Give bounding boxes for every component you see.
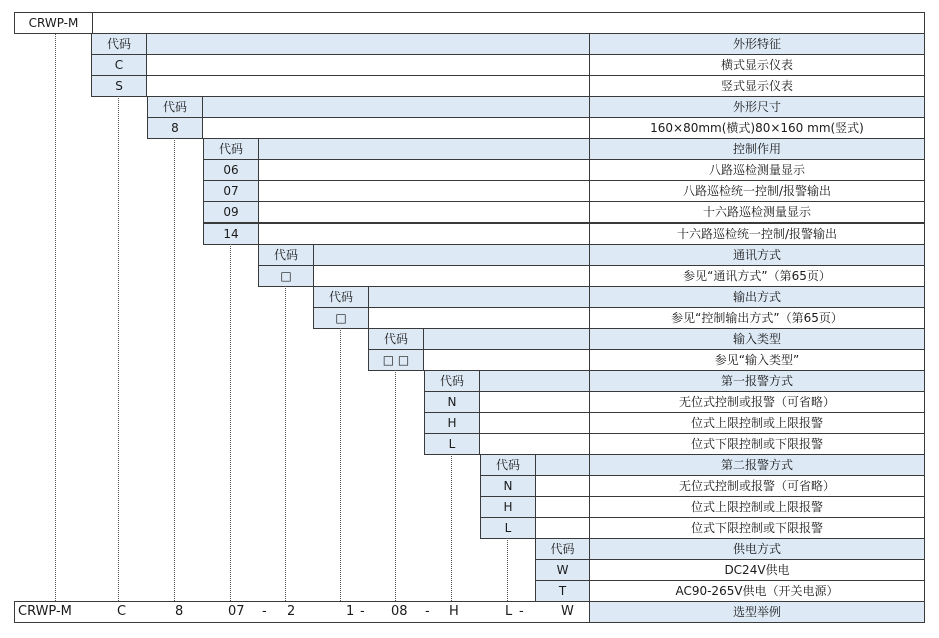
option-description: 十六路巡检测量显示 bbox=[589, 201, 925, 223]
option-description: 十六路巡检统一控制/报警输出 bbox=[589, 223, 925, 245]
option-description: 参见“输入类型” bbox=[589, 349, 925, 371]
code-header-label: 代码 bbox=[313, 286, 369, 308]
option-code: 06 bbox=[203, 159, 259, 181]
header-spacer bbox=[313, 244, 590, 266]
header-spacer bbox=[535, 454, 590, 476]
header-spacer bbox=[423, 328, 590, 350]
option-description: 位式下限控制或下限报警 bbox=[589, 433, 925, 455]
guide-line bbox=[451, 454, 452, 601]
code-header-label: 代码 bbox=[480, 454, 536, 476]
guide-line bbox=[285, 286, 286, 602]
option-spacer bbox=[479, 433, 590, 455]
section-title: 外形特征 bbox=[589, 33, 925, 55]
guide-line bbox=[395, 370, 396, 602]
example-label: 选型举例 bbox=[589, 601, 925, 623]
option-code: 14 bbox=[203, 223, 259, 245]
code-header-label: 代码 bbox=[424, 370, 480, 392]
example-part: - bbox=[425, 604, 430, 620]
option-description: 参见“通讯方式”（第65页） bbox=[589, 265, 925, 287]
model-name: CRWP-M bbox=[14, 12, 93, 34]
option-description: 无位式控制或报警（可省略） bbox=[589, 475, 925, 497]
option-description: AC90-265V供电（开关电源） bbox=[589, 580, 925, 602]
option-code: 09 bbox=[203, 201, 259, 223]
example-part: L bbox=[505, 604, 513, 620]
option-description: 位式上限控制或上限报警 bbox=[589, 412, 925, 434]
code-header-label: 代码 bbox=[91, 33, 147, 55]
option-spacer bbox=[368, 307, 590, 329]
option-spacer bbox=[535, 496, 590, 518]
option-description: 横式显示仪表 bbox=[589, 54, 925, 76]
section-title: 控制作用 bbox=[589, 138, 925, 160]
option-spacer bbox=[479, 412, 590, 434]
option-description: 八路巡检测量显示 bbox=[589, 159, 925, 181]
code-header-label: 代码 bbox=[147, 96, 203, 118]
option-code: 07 bbox=[203, 180, 259, 202]
option-spacer bbox=[258, 180, 590, 202]
section-title: 输出方式 bbox=[589, 286, 925, 308]
example-part: H bbox=[449, 604, 459, 620]
model-row-fill bbox=[92, 12, 925, 34]
code-header-label: 代码 bbox=[535, 538, 590, 560]
option-spacer bbox=[535, 475, 590, 497]
header-spacer bbox=[368, 286, 590, 308]
option-code: H bbox=[480, 496, 536, 518]
section-title: 第一报警方式 bbox=[589, 370, 925, 392]
guide-line bbox=[174, 138, 175, 601]
section-title: 供电方式 bbox=[589, 538, 925, 560]
header-spacer bbox=[479, 370, 590, 392]
option-description: 竖式显示仪表 bbox=[589, 75, 925, 97]
option-spacer bbox=[146, 75, 590, 97]
section-title: 第二报警方式 bbox=[589, 454, 925, 476]
option-spacer bbox=[313, 265, 590, 287]
option-code: □ bbox=[258, 265, 314, 287]
option-description: DC24V供电 bbox=[589, 559, 925, 581]
example-part: CRWP-M bbox=[18, 604, 72, 620]
example-part: 2 bbox=[287, 604, 296, 620]
code-header-label: 代码 bbox=[368, 328, 424, 350]
option-spacer bbox=[423, 349, 590, 371]
option-description: 位式下限控制或下限报警 bbox=[589, 517, 925, 539]
example-part: C bbox=[117, 604, 127, 620]
option-code: L bbox=[480, 517, 536, 539]
option-code: N bbox=[424, 391, 480, 413]
guide-line bbox=[118, 96, 119, 601]
code-header-label: 代码 bbox=[203, 138, 259, 160]
option-code: □ bbox=[313, 307, 369, 329]
code-header-label: 代码 bbox=[258, 244, 314, 266]
example-part: 8 bbox=[175, 604, 184, 620]
option-code: T bbox=[535, 580, 590, 602]
option-spacer bbox=[258, 223, 590, 245]
example-part: 08 bbox=[391, 604, 408, 620]
option-code: S bbox=[91, 75, 147, 97]
guide-line bbox=[507, 538, 508, 601]
option-spacer bbox=[202, 117, 590, 139]
option-code: □ □ bbox=[368, 349, 424, 371]
header-spacer bbox=[258, 138, 590, 160]
example-part: - bbox=[360, 604, 365, 620]
section-title: 通讯方式 bbox=[589, 244, 925, 266]
option-spacer bbox=[258, 159, 590, 181]
header-spacer bbox=[202, 96, 590, 118]
header-spacer bbox=[146, 33, 590, 55]
option-spacer bbox=[535, 517, 590, 539]
option-spacer bbox=[146, 54, 590, 76]
example-row bbox=[14, 601, 590, 623]
option-code: W bbox=[535, 559, 590, 581]
section-title: 输入类型 bbox=[589, 328, 925, 350]
option-code: L bbox=[424, 433, 480, 455]
example-part: 07 bbox=[228, 604, 245, 620]
option-description: 160×80mm(横式)80×160 mm(竖式) bbox=[589, 117, 925, 139]
option-code: H bbox=[424, 412, 480, 434]
option-description: 无位式控制或报警（可省略） bbox=[589, 391, 925, 413]
guide-line bbox=[340, 328, 341, 602]
option-spacer bbox=[479, 391, 590, 413]
guide-line bbox=[55, 34, 56, 601]
example-part: - bbox=[262, 604, 267, 620]
option-code: C bbox=[91, 54, 147, 76]
option-description: 八路巡检统一控制/报警输出 bbox=[589, 180, 925, 202]
example-part: W bbox=[561, 604, 574, 620]
option-description: 参见“控制输出方式”（第65页） bbox=[589, 307, 925, 329]
option-description: 位式上限控制或上限报警 bbox=[589, 496, 925, 518]
example-part: 1 bbox=[346, 604, 355, 620]
example-part: - bbox=[519, 604, 524, 620]
guide-line bbox=[230, 244, 231, 602]
section-title: 外形尺寸 bbox=[589, 96, 925, 118]
option-code: N bbox=[480, 475, 536, 497]
option-spacer bbox=[258, 201, 590, 223]
option-code: 8 bbox=[147, 117, 203, 139]
